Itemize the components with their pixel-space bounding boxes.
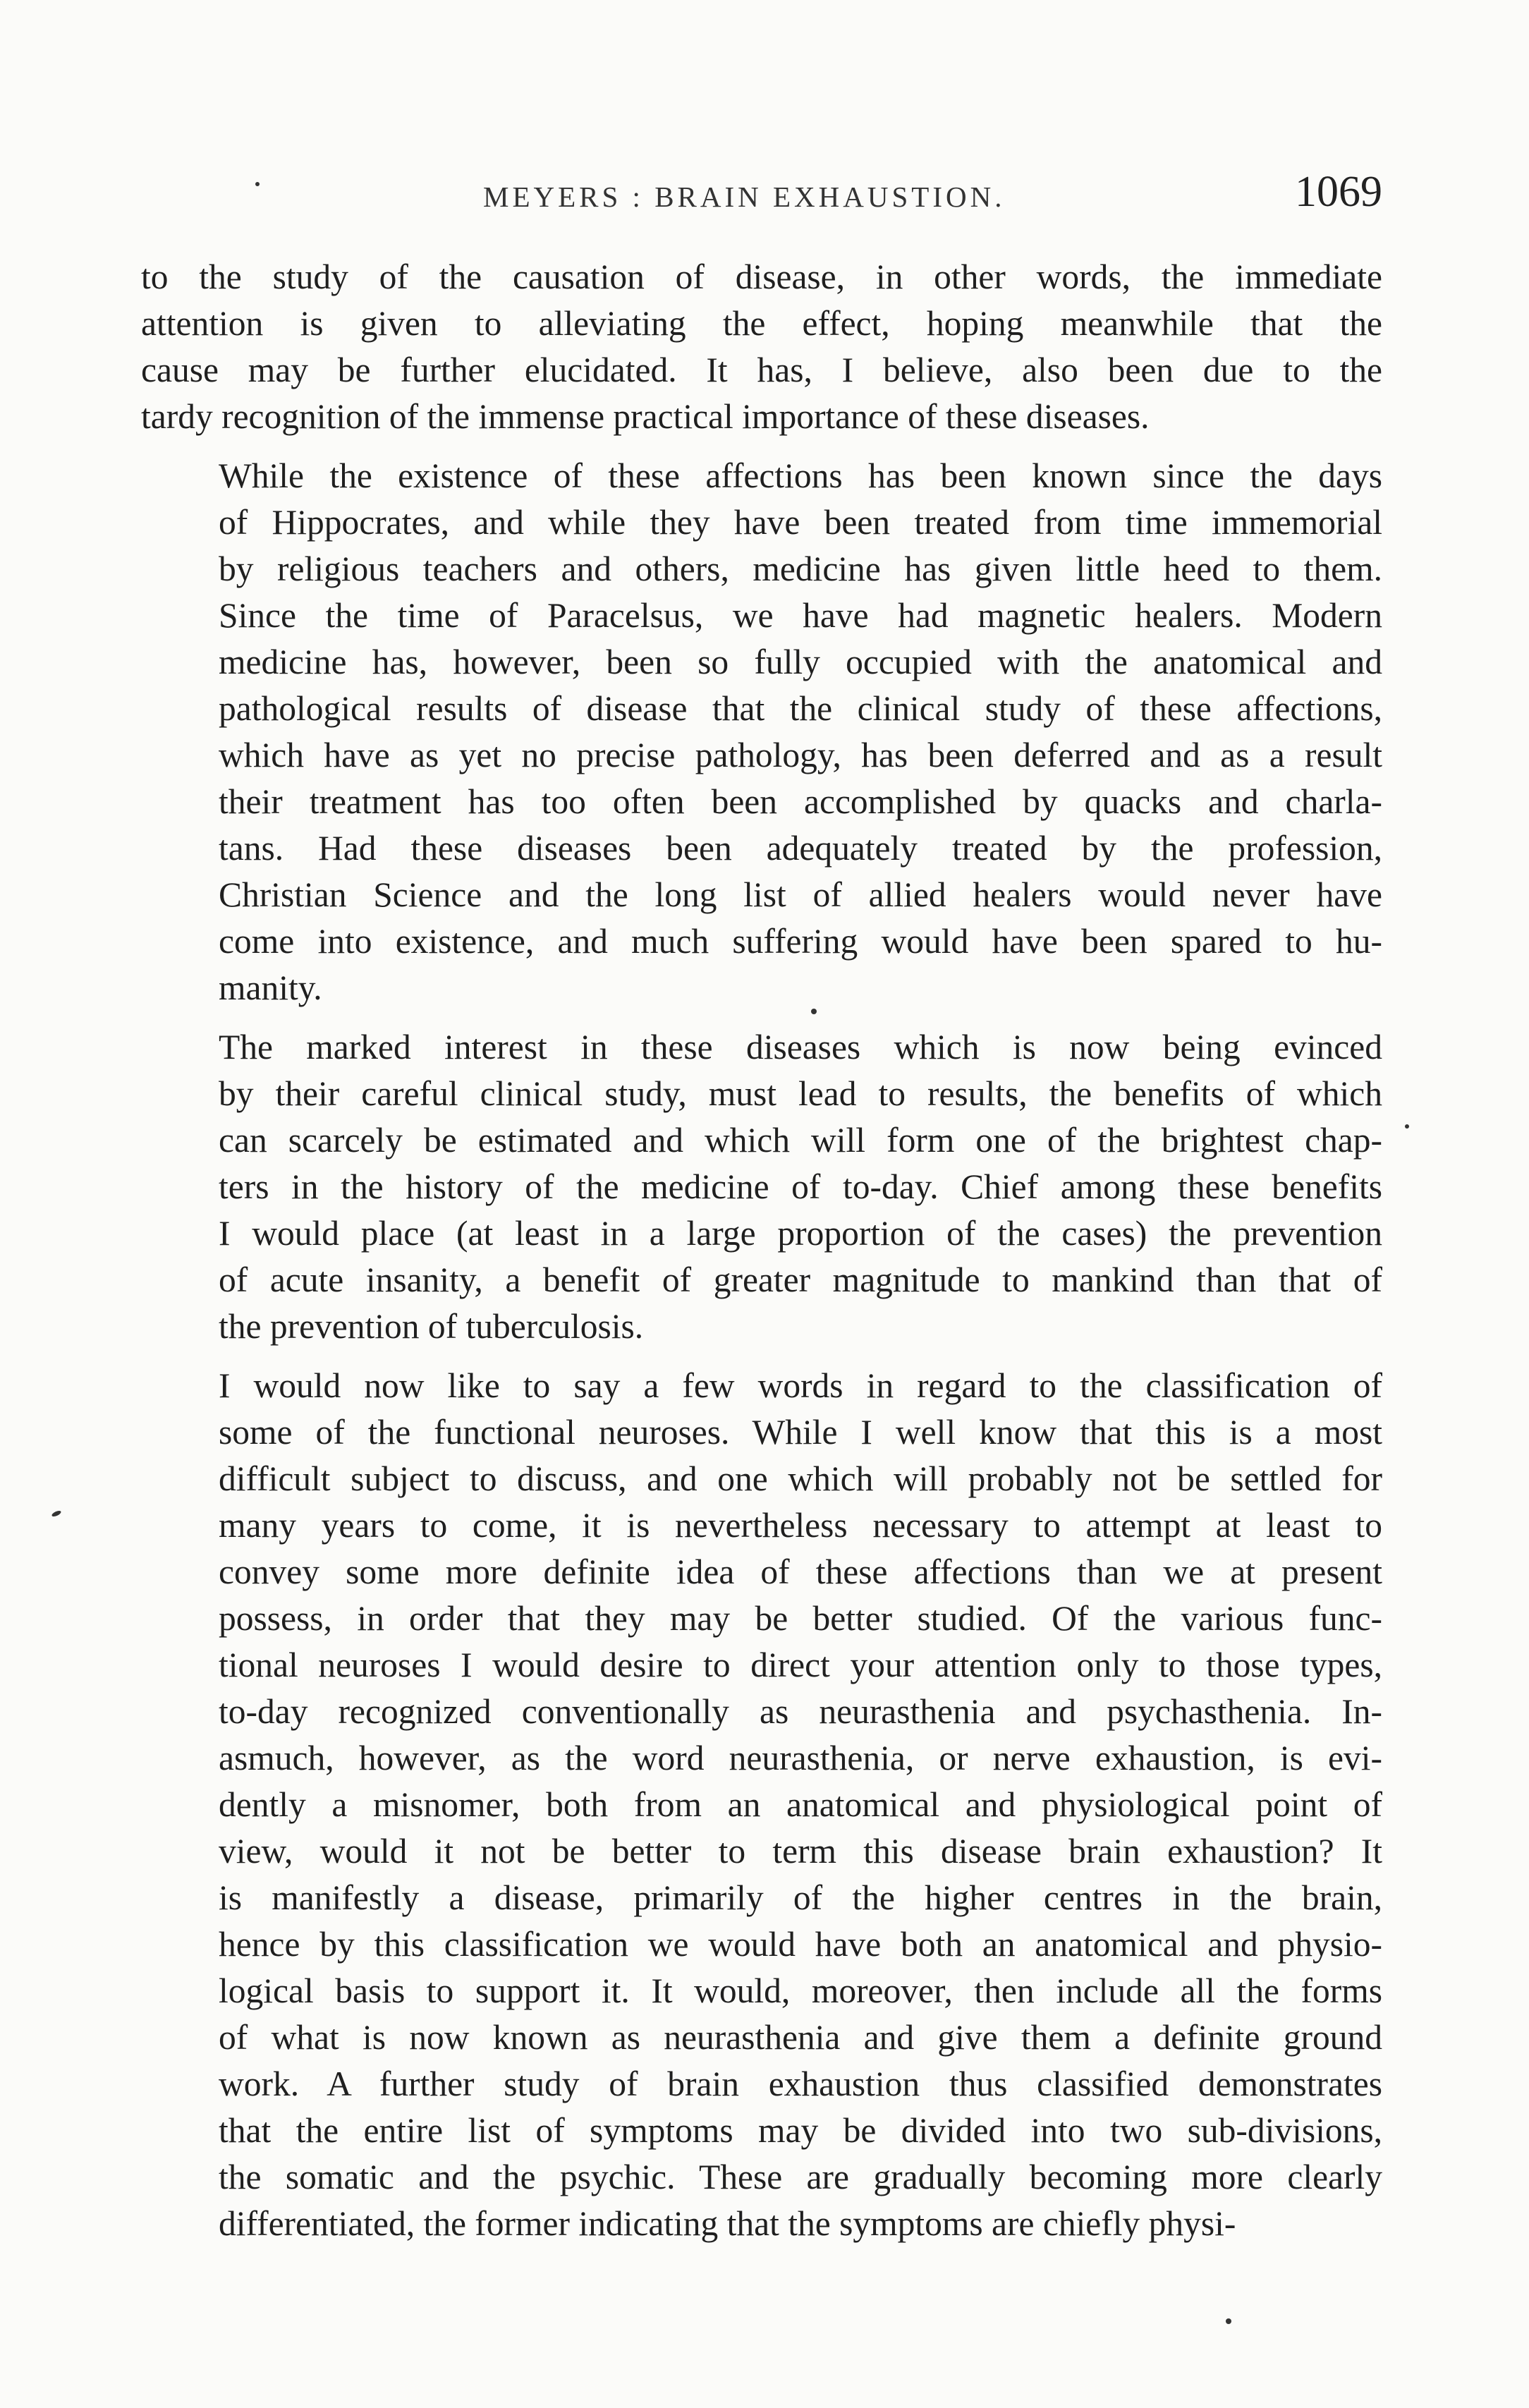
text-line: the somatic and the psychic. These are gradually becoming more clearly xyxy=(219,2158,1382,2196)
text-line: differentiated, the former indicating that the symptoms are chiefly physi- xyxy=(219,2204,1236,2243)
text-line: their treatment has too often been accomplished by quacks and charla- xyxy=(219,782,1382,821)
text-line: of Hippocrates, and while they have been treated from time immemorial xyxy=(219,503,1382,542)
paragraph xyxy=(141,1024,1382,1350)
stray-ink-mark xyxy=(1405,1124,1409,1129)
text-line: possess, in order that they may be better studied. Of the various func- xyxy=(219,1599,1382,1638)
text-line: to the study of the causation of disease, in other words, the immediate xyxy=(141,257,1382,296)
text-line: Christian Science and the long list of allied healers would never have xyxy=(219,875,1382,914)
text-line: view, would it not be better to term this disease brain exhaustion? It xyxy=(219,1832,1382,1871)
text-line: of what is now known as neurasthenia and give them a definite ground xyxy=(219,2018,1382,2057)
text-line: convey some more definite idea of these affections than we at present xyxy=(219,1552,1382,1591)
text-line: logical basis to support it. It would, moreover, then include all the forms xyxy=(219,1971,1382,2010)
text-line: cause may be further elucidated. It has, I believe, also been due to the xyxy=(141,351,1382,389)
paragraph xyxy=(141,254,1382,440)
text-line: I would now like to say a few words in regard to the classification of xyxy=(219,1366,1382,1405)
text-line: come into existence, and much suffering would have been spared to hu- xyxy=(219,922,1382,961)
text-line: tans. Had these diseases been adequately treated by the profession, xyxy=(219,829,1382,868)
page-header xyxy=(141,168,1382,236)
text-line: manity. xyxy=(219,968,322,1007)
text-line: ters in the history of the medicine of to-day. Chief among these benefits xyxy=(219,1167,1382,1206)
text-line: many years to come, it is nevertheless necessary to attempt at least to xyxy=(219,1506,1382,1545)
text-line: by religious teachers and others, medicine has given little heed to them. xyxy=(219,549,1382,588)
stray-ink-mark xyxy=(255,182,260,186)
running-head: MEYERS : BRAIN EXHAUSTION. xyxy=(483,181,1006,213)
stray-ink-mark xyxy=(51,1509,61,1517)
text-line: by their careful clinical study, must lead to results, the benefits of which xyxy=(219,1074,1382,1113)
text-line: I would place (at least in a large proportion of the cases) the prevention xyxy=(219,1214,1382,1253)
text-line: difficult subject to discuss, and one which will probably not be settled for xyxy=(219,1459,1382,1498)
text-line: While the existence of these affections has been known since the days xyxy=(219,456,1382,495)
text-line: of acute insanity, a benefit of greater magnitude to mankind than that of xyxy=(219,1260,1382,1299)
text-line: is manifestly a disease, primarily of the higher centres in the brain, xyxy=(219,1878,1382,1917)
text-line: some of the functional neuroses. While I well know that this is a most xyxy=(219,1413,1382,1452)
text-line: to-day recognized conventionally as neurasthenia and psychasthenia. In- xyxy=(219,1692,1382,1731)
text-line: work. A further study of brain exhaustion thus classified demonstrates xyxy=(219,2065,1382,2103)
text-line: can scarcely be estimated and which will form one of the brightest chap- xyxy=(219,1121,1382,1160)
text-line: the prevention of tuberculosis. xyxy=(219,1307,644,1346)
text-line: hence by this classification we would have both an anatomical and physio- xyxy=(219,1925,1382,1964)
text-line: that the entire list of symptoms may be divided into two sub-divisions, xyxy=(219,2111,1382,2150)
text-line: Since the time of Paracelsus, we have had magnetic healers. Modern xyxy=(219,596,1382,635)
text-line: The marked interest in these diseases which is now being evinced xyxy=(219,1028,1382,1066)
text-line: tardy recognition of the immense practical importance of these diseases. xyxy=(141,397,1150,436)
page-number: 1069 xyxy=(1295,168,1382,216)
paragraph xyxy=(141,1363,1382,2247)
text-line: asmuch, however, as the word neurasthenia, or nerve exhaustion, is evi- xyxy=(219,1739,1382,1777)
text-line: dently a misnomer, both from an anatomical and physiological point of xyxy=(219,1785,1382,1824)
text-line: which have as yet no precise pathology, has been deferred and as a result xyxy=(219,736,1382,774)
paragraph xyxy=(141,453,1382,1011)
text-line: medicine has, however, been so fully occupied with the anatomical and xyxy=(219,643,1382,681)
stray-ink-mark xyxy=(1226,2318,1231,2324)
body-text xyxy=(141,254,1382,2260)
text-line: tional neuroses I would desire to direct your attention only to those types, xyxy=(219,1646,1382,1684)
text-line: attention is given to alleviating the effect, hoping meanwhile that the xyxy=(141,304,1382,343)
text-line: pathological results of disease that the clinical study of these affections, xyxy=(219,689,1382,728)
